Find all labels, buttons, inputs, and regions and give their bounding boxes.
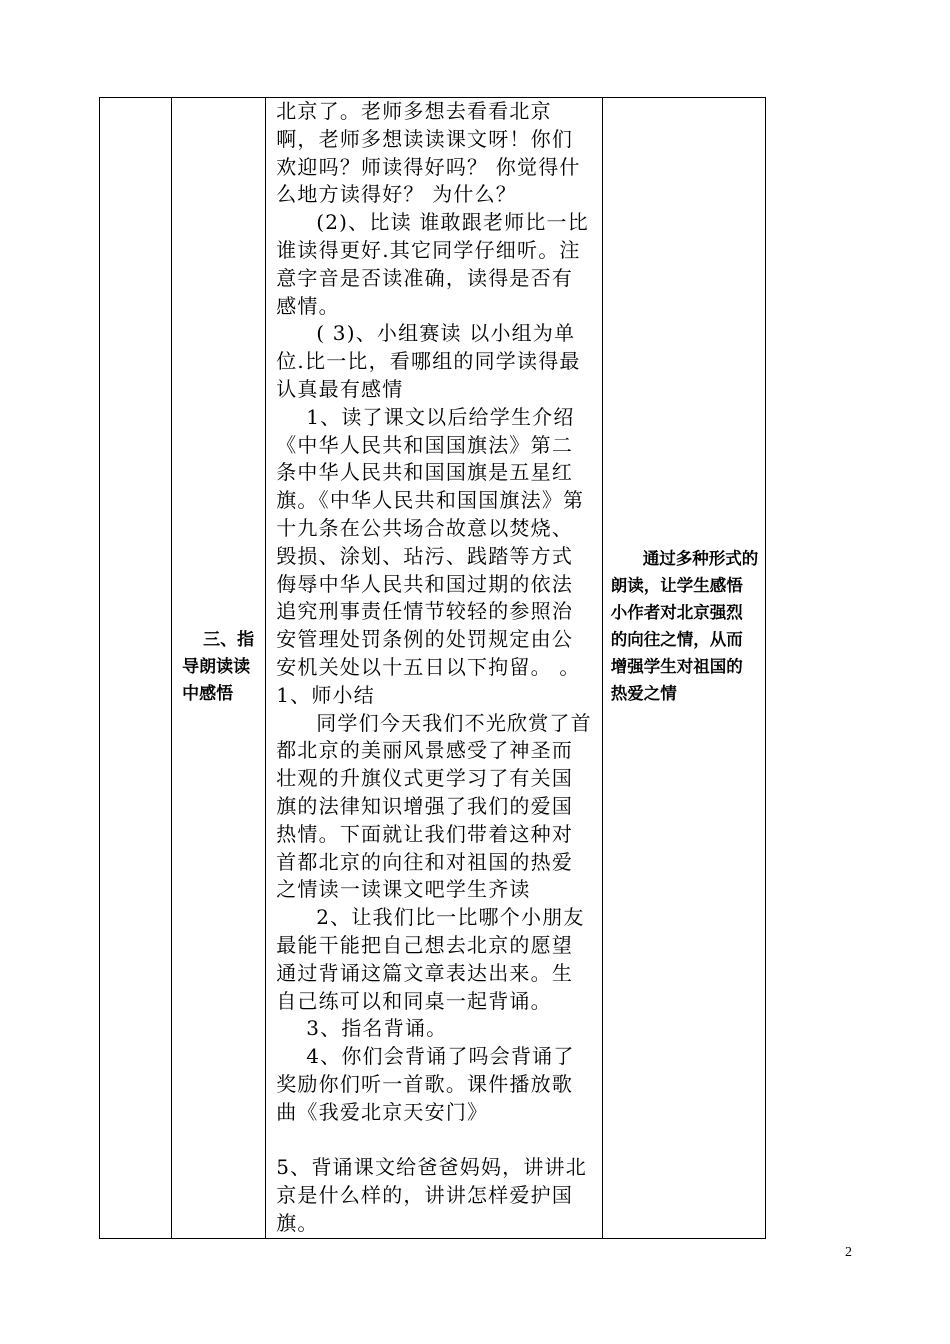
section-cell — [172, 98, 266, 1239]
page-number: 2 — [845, 1245, 852, 1260]
paragraph-spacer — [276, 1126, 594, 1154]
content-cell — [266, 98, 603, 1239]
content-paragraph: 2、让我们比一比哪个小朋友最能干能把自己想去北京的愿望通过背诵这篇文章表达出来。生自己练可以和同桌一起背诵。 — [276, 905, 585, 1013]
content-paragraph: 1、师小结 — [276, 682, 375, 707]
content-paragraph: 4、你们会背诵了吗会背诵了奖励你们听一首歌。课件播放歌曲《我爱北京天安门》 — [276, 1044, 575, 1124]
empty-cell — [100, 98, 172, 1239]
content-paragraph: 5、背诵课文给爸爸妈妈，讲讲北京是什么样的，讲讲怎样爱护国旗。 — [276, 1155, 587, 1235]
table-row — [100, 98, 766, 1239]
content-paragraph: (2)、比读 谁敢跟老师比一比谁读得更好.其它同学仔细听。注意字音是否读准确，读得是否有感情。 — [276, 210, 589, 318]
content-paragraph: 1、读了课文以后给学生介绍《中华人民共和国国旗法》第二条中华人民共和国国旗是五星红旗。《中华人民共和国国旗法》第十九条在公共场合故意以焚烧、毁损、涂划、玷污、践踏等方式侮辱中华人民共和国过期的依法追究刑事责任情节较轻的参照治安管理处罚条例的处罚规定由公安机关处以十五日以下拘留。 。 — [276, 404, 585, 679]
content-paragraph: 同学们今天我们不光欣赏了首都北京的美丽风景感受了神圣而壮观的升旗仪式更学习了有关国旗的法律知识增强了我们的爱国热情。下面就让我们带着这种对首都北京的向往和对祖国的热爱之情读一读课文吧学生齐读 — [276, 710, 592, 902]
section-title: 三、指导朗读读中感悟 — [182, 630, 255, 705]
design-purpose: 通过多种形式的朗读，让学生感悟小作者对北京强烈的向往之情，从而增强学生对祖国的热爱之情 — [610, 548, 759, 703]
lesson-plan-table — [99, 97, 766, 1239]
content-paragraph: ( 3)、小组赛读 以小组为单位.比一比，看哪组的同学读得最认真最有感情 — [276, 321, 581, 401]
purpose-cell — [602, 98, 765, 1239]
content-paragraph: 3、指名背诵。 — [306, 1016, 448, 1041]
content-paragraph: 北京了。老师多想去看看北京啊，老师多想读读课文呀！你们欢迎吗？师读得好吗？ 你觉得什么地方读得好？ 为什么？ — [276, 99, 581, 207]
lesson-content — [266, 98, 602, 1238]
